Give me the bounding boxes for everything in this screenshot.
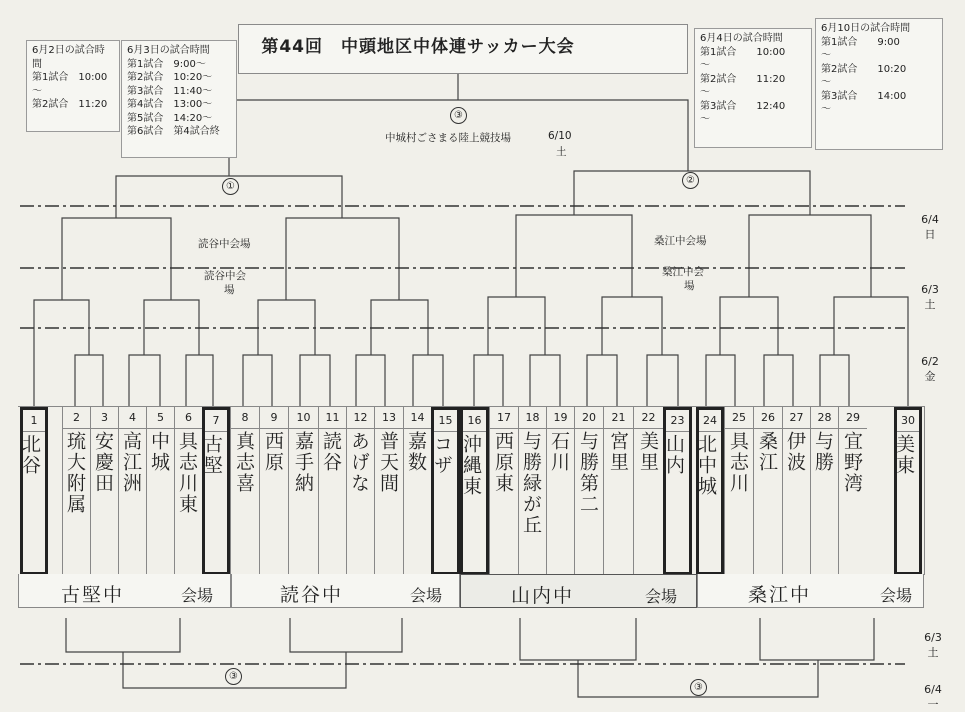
r1-match-12-13 <box>356 355 385 406</box>
r1-match-4-5 <box>129 355 160 406</box>
r2-match-e <box>488 297 545 355</box>
team-name: 読谷 <box>320 431 342 473</box>
round-date-weekday: 一 <box>927 698 939 711</box>
team-cell-14 <box>403 407 431 575</box>
team-number: 28 <box>811 407 838 429</box>
venue-name: 古堅中 <box>61 584 125 606</box>
team-name: 西原 <box>262 431 284 473</box>
team-cell-13 <box>374 407 403 575</box>
team-name: 宜野湾 <box>841 431 863 494</box>
team-name: 琉大附属 <box>64 431 86 515</box>
team-name: 具志川東 <box>176 431 198 515</box>
team-number: 18 <box>519 407 546 429</box>
lower-right-match-number: ③ <box>690 679 707 696</box>
schedule-line: ～ <box>700 114 710 125</box>
team-name: 与勝緑が丘 <box>520 431 542 536</box>
team-name: 具志川 <box>727 431 749 494</box>
r1-match-2-3 <box>75 355 103 406</box>
venue-bar-yomitan <box>231 574 460 608</box>
schedule-line: ～ <box>821 77 831 88</box>
team-number: 10 <box>289 407 318 429</box>
schedule-line: 第3試合 14:00 <box>821 90 907 102</box>
schedule-line: 第6試合 第4試合終 <box>127 126 220 137</box>
venue-label-yomitan-qf: 読谷中会場 <box>198 238 251 250</box>
schedule-line: 第4試合 13:00～ <box>127 99 213 110</box>
round-date-lower-2 <box>918 682 948 712</box>
team-name: 北谷 <box>19 434 41 476</box>
team-cell-3 <box>90 407 118 575</box>
team-name: 桑江 <box>756 431 778 473</box>
team-number: 23 <box>666 410 689 432</box>
qf-match-a <box>62 218 171 300</box>
venue-label-yomitan-r2-b: 場 <box>224 284 235 296</box>
team-cell-30 <box>894 407 922 575</box>
team-name: 美里 <box>637 431 659 473</box>
venue-name: 山内中 <box>511 585 575 607</box>
lower-right-a <box>520 618 636 660</box>
schedule-line: ～ <box>700 60 710 71</box>
team-number: 22 <box>634 407 663 429</box>
schedule-line: 第1試合 9:00～ <box>127 58 206 70</box>
schedule-line: 第2試合 10:20 <box>821 63 907 75</box>
team-cell-26 <box>753 407 782 575</box>
venue-label-kuwae-r2-b: 場 <box>684 280 695 292</box>
schedule-line: ～ <box>32 85 42 97</box>
schedule-line: 第1試合 10:00 <box>32 72 108 83</box>
lower-left-match-number: ③ <box>225 668 242 685</box>
r1-match-20-21 <box>587 355 617 406</box>
final-venue: 中城村ごさまる陸上競技場 <box>385 132 511 144</box>
team-name: 石川 <box>548 431 570 473</box>
r1-match-14-15 <box>413 355 443 406</box>
team-number: 26 <box>754 407 782 429</box>
team-cell-4 <box>118 407 146 575</box>
team-number: 6 <box>175 407 202 429</box>
lower-left-a <box>66 618 180 652</box>
team-number: 9 <box>260 407 288 429</box>
qf-match-d <box>749 215 871 297</box>
r1-match-16-17 <box>474 355 503 406</box>
venue-label-kuwae-qf: 桑江中会場 <box>654 235 707 247</box>
venue-suffix: 会場 <box>880 586 913 605</box>
team-name: 沖縄東 <box>460 434 482 497</box>
team-cell-16 <box>460 407 489 575</box>
venue-suffix: 会場 <box>181 586 214 605</box>
team-row <box>18 406 925 575</box>
schedule-line: 第3試合 11:40～ <box>127 85 213 97</box>
team-cell-7 <box>202 407 230 575</box>
team-cell-5 <box>146 407 174 575</box>
team-cell-17 <box>489 407 518 575</box>
final-match-number: ③ <box>450 107 467 124</box>
schedule-line: 第2試合 11:20 <box>700 73 786 85</box>
round-date-value: 6/4 <box>924 683 942 696</box>
r2-match-f <box>602 297 662 355</box>
team-number: 2 <box>63 407 90 429</box>
team-number: 15 <box>434 410 457 432</box>
r2-match-h <box>834 297 908 406</box>
schedule-box-6-2 <box>26 40 120 132</box>
team-name: 中城 <box>148 431 170 473</box>
schedule-line: 第5試合 14:20～ <box>127 112 213 124</box>
r1-match-22-23 <box>647 355 678 406</box>
schedule-line: 第1試合 10:00 <box>700 46 786 58</box>
venue-bar-kuwae <box>697 574 924 608</box>
team-cell-21 <box>603 407 633 575</box>
r2-match-g <box>720 297 778 355</box>
team-name: 宮里 <box>607 431 629 473</box>
round-date-weekday: 土 <box>927 646 939 659</box>
team-name: コザ <box>431 434 453 476</box>
round-date-value: 6/2 <box>921 355 939 368</box>
final-weekday: 土 <box>556 146 567 158</box>
schedule-box-6-3 <box>121 40 237 158</box>
venue-label-yomitan-r2-a: 読谷中会 <box>204 270 246 282</box>
qf-match-b <box>286 218 399 300</box>
team-name: 安慶田 <box>92 431 114 494</box>
team-cell-18 <box>518 407 546 575</box>
team-number: 19 <box>547 407 574 429</box>
team-number: 7 <box>205 410 227 432</box>
venue-bar-yamauchi <box>460 574 697 608</box>
r1-match-26-27 <box>764 355 793 406</box>
team-cell-9 <box>259 407 288 575</box>
team-cell-1 <box>20 407 48 575</box>
team-number: 25 <box>725 407 753 429</box>
team-name: 嘉手納 <box>292 431 314 494</box>
team-name: 北中城 <box>695 434 717 497</box>
team-name: 古堅 <box>201 434 223 476</box>
team-number: 8 <box>231 407 259 429</box>
schedule-line: 6月4日の試合時間 <box>700 33 783 44</box>
schedule-box-6-4 <box>694 28 812 148</box>
team-number: 3 <box>91 407 118 429</box>
team-cell-22 <box>633 407 663 575</box>
team-cell-6 <box>174 407 202 575</box>
team-cell-11 <box>318 407 346 575</box>
schedule-line: 第2試合 10:20～ <box>127 72 213 83</box>
team-name: 高江洲 <box>120 431 142 494</box>
round-date-r1 <box>915 354 945 384</box>
round-date-value: 6/3 <box>924 631 942 644</box>
team-number: 11 <box>319 407 346 429</box>
venue-suffix: 会場 <box>410 586 443 605</box>
venue-name: 桑江中 <box>748 584 812 606</box>
schedule-line: 間 <box>32 58 42 70</box>
team-name: あげな <box>348 431 370 494</box>
round-date-value: 6/3 <box>921 283 939 296</box>
team-name: 真志喜 <box>233 431 255 494</box>
r1-match-8-9 <box>243 355 272 406</box>
team-name: 伊波 <box>784 431 806 473</box>
lower-left-b <box>290 618 402 652</box>
r1-match-28-29 <box>820 355 849 406</box>
lower-right-b <box>760 618 874 660</box>
team-cell-27 <box>782 407 810 575</box>
team-number: 30 <box>897 410 919 432</box>
team-cell-2 <box>62 407 90 575</box>
schedule-line: 6月2日の試合時 <box>32 45 105 56</box>
team-name: 嘉数 <box>405 431 427 473</box>
page-title: 第44回 中頭地区中体連サッカー大会 <box>261 37 575 57</box>
team-cell-29 <box>838 407 867 575</box>
team-number: 20 <box>575 407 603 429</box>
team-number: 21 <box>604 407 633 429</box>
final-date: 6/10 <box>548 130 572 142</box>
semifinal-1-number: ① <box>222 178 239 195</box>
team-cell-20 <box>574 407 603 575</box>
r1-match-6-7 <box>186 355 213 406</box>
team-number: 17 <box>490 407 518 429</box>
schedule-line: 第2試合 11:20 <box>32 99 108 110</box>
venue-suffix: 会場 <box>645 587 678 606</box>
team-number: 13 <box>375 407 403 429</box>
round-date-value: 6/4 <box>921 213 939 226</box>
schedule-line: 6月3日の試合時間 <box>127 45 210 56</box>
round-date-r2 <box>915 282 945 312</box>
schedule-line: 第1試合 9:00 <box>821 36 900 48</box>
team-name: 西原東 <box>492 431 514 494</box>
round-date-qf <box>915 212 945 242</box>
team-number: 1 <box>23 410 45 432</box>
schedule-line: ～ <box>821 104 831 115</box>
schedule-line: ～ <box>700 87 710 98</box>
schedule-line: 第3試合 12:40 <box>700 100 786 112</box>
r1-match-10-11 <box>300 355 330 406</box>
team-number: 27 <box>783 407 810 429</box>
team-number: 16 <box>463 410 486 432</box>
team-cell-8 <box>230 407 259 575</box>
team-number: 4 <box>119 407 146 429</box>
round-date-lower-1 <box>918 630 948 660</box>
venue-bar-furugen <box>18 574 231 608</box>
team-name: 美東 <box>893 434 915 476</box>
schedule-line: 6月10日の試合時間 <box>821 23 911 34</box>
team-cell-19 <box>546 407 574 575</box>
team-name: 与勝第二 <box>577 431 599 515</box>
r1-match-18-19 <box>530 355 560 406</box>
team-cell-24 <box>696 407 724 575</box>
schedule-box-6-10 <box>815 18 943 150</box>
team-name: 山内 <box>663 434 685 476</box>
team-cell-25 <box>724 407 753 575</box>
team-cell-23 <box>663 407 692 575</box>
team-number: 24 <box>699 410 721 432</box>
round-date-weekday: 土 <box>924 298 936 311</box>
team-cell-10 <box>288 407 318 575</box>
team-number: 12 <box>347 407 374 429</box>
semifinal-2-number: ② <box>682 172 699 189</box>
round-date-weekday: 日 <box>924 228 936 241</box>
qf-match-c <box>516 215 632 297</box>
round-date-weekday: 金 <box>924 370 936 383</box>
venue-label-kuwae-r2-a: 桑江中会 <box>662 266 704 278</box>
team-number: 29 <box>839 407 867 429</box>
r2-match-a <box>34 300 89 406</box>
team-name: 与勝 <box>812 431 834 473</box>
venue-name: 読谷中 <box>280 584 344 606</box>
schedule-line: ～ <box>821 50 831 61</box>
team-cell-28 <box>810 407 838 575</box>
team-cell-12 <box>346 407 374 575</box>
team-name: 普天間 <box>377 431 399 494</box>
r1-match-24-25 <box>706 355 735 406</box>
team-number: 5 <box>147 407 174 429</box>
team-number: 14 <box>404 407 431 429</box>
